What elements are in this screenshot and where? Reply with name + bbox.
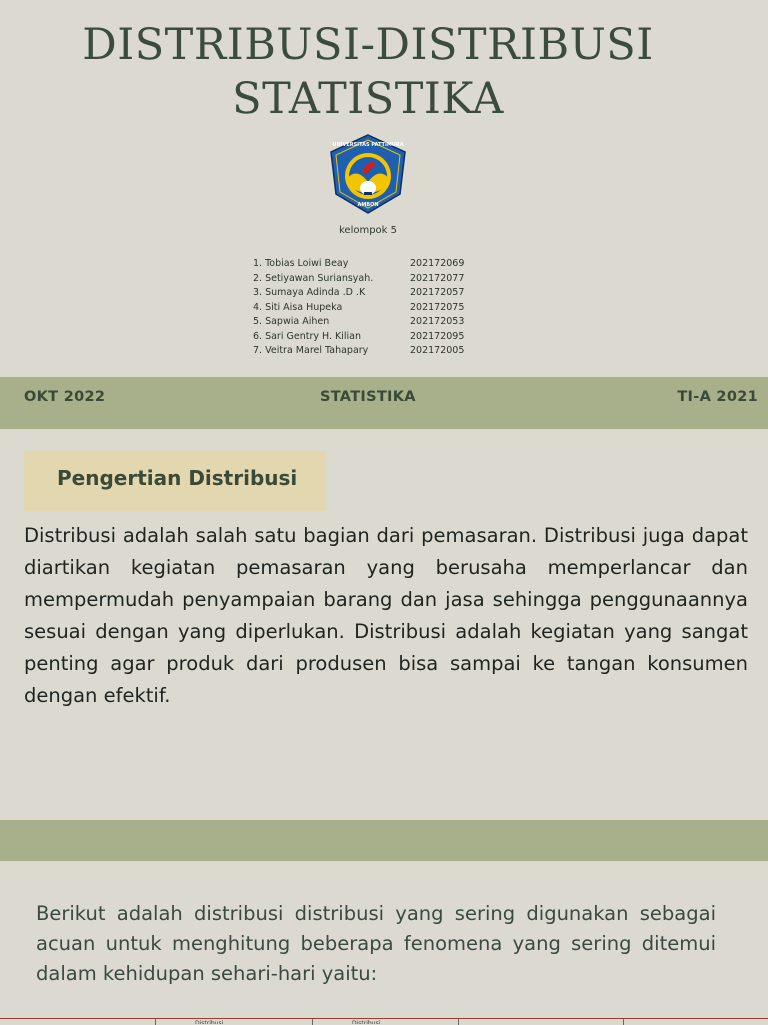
- member-nim: 202172095: [410, 330, 465, 342]
- table-column-divider: [312, 1019, 313, 1025]
- svg-text:UNIVERSITAS PATTIMURA: UNIVERSITAS PATTIMURA: [332, 142, 404, 148]
- member-item: [253, 315, 493, 330]
- section-heading-box: [24, 451, 326, 511]
- table-column-divider: [155, 1019, 156, 1025]
- member-name: 6. Sari Gentry H. Kilian: [253, 330, 362, 342]
- member-nim: 202172005: [410, 345, 465, 356]
- table-column-divider: [623, 1019, 624, 1025]
- member-nim: 202172077: [410, 272, 465, 284]
- title-line-2: STATISTIKA: [232, 74, 504, 124]
- member-name: 1. Tobias Loiwi Beay: [253, 258, 349, 269]
- info-band: [0, 377, 768, 429]
- definition-paragraph: Distribusi adalah salah satu bagian dari pemasaran. Distribusi juga dapat diartikan kegiatan pemasaran yang berusaha memperlancar dan mempermudah penyampaian barang dan jasa sehingga penggunaannya sesuai dengan yang diperlukan. Distribusi adalah kegiatan yang sangat penting agar produk dari produsen bisa sampai ke tangan konsumen dengan efektif.: [24, 524, 748, 707]
- subject-label: STATISTIKA: [320, 389, 416, 405]
- table-column-divider: [458, 1019, 459, 1025]
- date-label: OKT 2022: [24, 389, 106, 405]
- member-name: 7. Veitra Marel Tahapary: [253, 345, 369, 356]
- divider-band: [0, 820, 768, 861]
- title-line-1: DISTRIBUSI-DISTRIBUSI: [82, 20, 654, 70]
- member-nim: 202172053: [410, 316, 465, 327]
- member-nim: 202172069: [410, 258, 465, 269]
- member-nim: 202172075: [410, 301, 465, 313]
- member-item: [253, 272, 493, 287]
- university-logo-icon: [326, 132, 410, 216]
- member-name: 5. Sapwia Aihen: [253, 316, 330, 327]
- table-header-cell: Distribusi: [352, 1020, 381, 1024]
- member-item: [253, 257, 493, 272]
- member-item: [253, 330, 493, 345]
- member-name: 2. Setiyawan Suriansyah.: [253, 272, 374, 284]
- member-name: 3. Sumaya Adinda .D .K: [253, 287, 366, 298]
- member-nim: 202172057: [410, 287, 465, 298]
- table-header-cell: Distribusi: [195, 1020, 224, 1024]
- svg-text:AMBON: AMBON: [357, 202, 379, 208]
- group-label: kelompok 5: [338, 225, 398, 236]
- member-item: [253, 344, 493, 359]
- member-name: 4. Siti Aisa Hupeka: [253, 301, 343, 313]
- intro-paragraph: Berikut adalah distribusi distribusi yang sering digunakan sebagai acuan untuk menghitung beberapa fenomena yang sering ditemui dalam kehidupan sehari-hari yaitu:: [36, 902, 716, 985]
- class-label: TI-A 2021: [677, 389, 758, 405]
- section-heading: Pengertian Distribusi: [57, 466, 298, 490]
- member-list: [253, 257, 493, 359]
- page-title: [0, 18, 736, 126]
- member-item: [253, 301, 493, 316]
- member-item: [253, 286, 493, 301]
